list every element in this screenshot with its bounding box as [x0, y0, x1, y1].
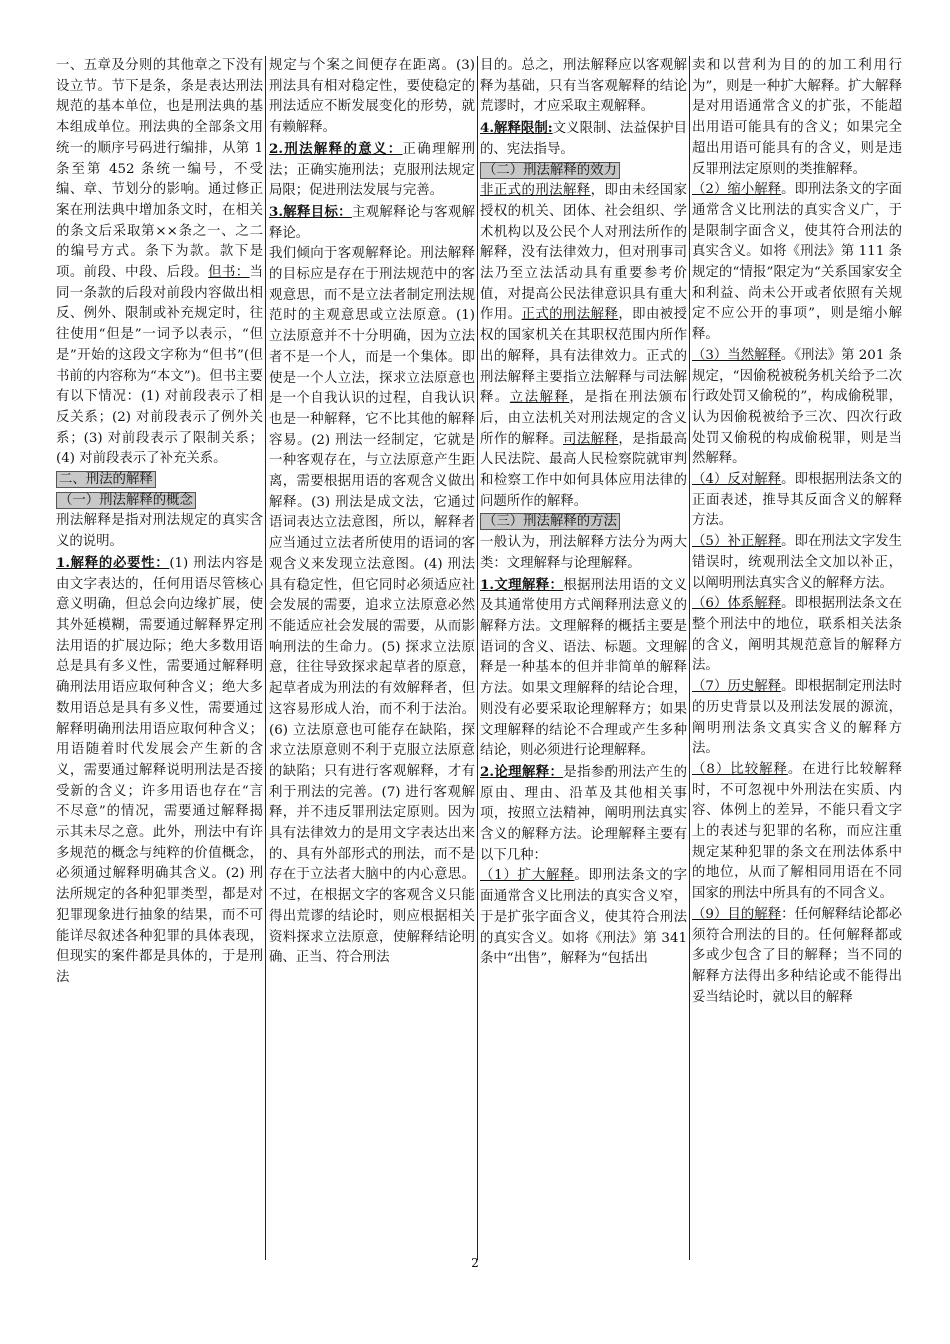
- point-heading: 1.文理解释：: [480, 576, 564, 593]
- text: 。即根据制定刑法时的历史背景以及刑法发展的源流，阐明刑法条文真实含义的解释方法。: [692, 679, 902, 757]
- term: 非正式的刑法解释: [480, 183, 591, 199]
- text: ，即由被授权的国家机关在其职权范围内所作出的解释，具有法律效力。正式的刑法解释主要指立法解释与司法解释。: [480, 307, 687, 406]
- point-heading: 1.解释的必要性：: [56, 554, 170, 571]
- column-divider: [689, 56, 690, 1260]
- paragraph: [692, 346, 902, 470]
- column-divider: [477, 56, 478, 1260]
- text: 。在进行比较解释时，不可忽视中外刑法在实质、内容、体例上的差异，不能只看文字上的表述与犯罪的名称，而应注重规定某种犯罪的条文在刑法体系中的地位，从而了解相同用语在不同国家的刑法中所具有的不同含义。: [692, 761, 902, 902]
- text-column-2: [269, 56, 475, 1260]
- paragraph: [269, 139, 475, 202]
- term: 司法解释: [562, 431, 619, 447]
- paragraph: 刑法解释是指对刑法规定的真实含义的说明。: [56, 513, 263, 550]
- paragraph: [480, 762, 687, 867]
- text-column-1: [56, 56, 263, 1260]
- column-divider: [265, 56, 266, 1260]
- paragraph: [692, 180, 902, 346]
- text: 主观解释论与客观解释论。: [269, 204, 475, 241]
- point-heading: 2.刑法解释的意义：: [269, 140, 403, 157]
- text-column-3: [480, 56, 687, 1260]
- paragraph: [480, 866, 687, 970]
- paragraph: 卖和以营利为目的的加工利用行为”，则是一种扩大解释。扩大解释是对用语通常含义的扩张，不能超出用语可能具有的含义；如果完全超出用语可能具有的含义，则是违反罪刑法定原则的类推解释。: [692, 58, 902, 177]
- page-number: 2: [471, 1256, 479, 1270]
- term: （7）历史解释: [692, 679, 782, 695]
- section-heading: 二、刑法的解释: [56, 471, 156, 488]
- text: 文义限制、法益保护目的、宪法指导。: [480, 121, 687, 157]
- term: 正式的刑法解释: [521, 307, 619, 323]
- point-heading: 3.解释目标：: [269, 203, 352, 220]
- term: （6）体系解释: [692, 596, 782, 612]
- term-but-clause: 但书：: [208, 265, 250, 281]
- text: 是指参酌刑法产生的原由、理由、沿革及其他相关事项，按照立法精神，阐明刑法真实含义的解释方法。论理解释主要有以下几种：: [480, 764, 687, 863]
- paragraph: [56, 553, 263, 989]
- subsection-heading: （二）刑法解释的效力: [480, 162, 620, 179]
- text: 当同一条款的后段对前段内容做出相反、例外、限制或补充规定时，往往使用“但是”一词予以表示，“但是”开始的这段文字称为“但书”(但书前的内容称为“本文”)。但书主要有以下情况：(1) 对前段表示了相反关系；(2) 对前段表示了例外关系；(3) 对前段表示了限制关系；(4) 对前段表示了补充关系。: [56, 265, 263, 467]
- paragraph: [692, 594, 902, 677]
- text: 根据刑法用语的文义及其通常使用方式阐释刑法意义的解释方法。文理解释的概括主要是语词的含义、语法、标题。文理解释是一种基本的但并非简单的解释方法。如果文理解释的结论合理，则没有必要采取论理解释方；如果文理解释的结论不合理或产生多种结论，则必须进行论理解释。: [480, 577, 687, 759]
- text: 一、五章及分则的其他章之下没有设立节。节下是条，条是表达刑法规范的基本单位，也是刑法典的基本组成单位。刑法典的全部条文用统一的顺序号码进行编排，从第 1 条至第 452 条统一编号，不受编、章、节划分的影响。通过修正案在刑法典中增加条文时，在相关的条文后采取第××条之一、之二的编号方式。条下为款。款下是项。前段、中段、后段。: [56, 58, 263, 281]
- paragraph: [692, 470, 902, 532]
- text: ：任何解释结论都必须符合刑法的目的。任何解释都或多或少包含了目的解释；当不同的解释方法得出多种结论或不能得出妥当结论时，就以目的解释: [692, 906, 902, 1005]
- text: ，即由未经国家授权的机关、团体、社会组织、学术机构以及公民个人对刑法所作的解释，没有法律效力，但对刑事司法乃至立法活动具有重要参考价值，对提高公民法律意识具有重大作用。: [480, 183, 687, 323]
- term: 立法解释: [509, 390, 570, 406]
- term: （9）目的解释: [692, 906, 782, 922]
- point-heading: 2.论理解释：: [480, 763, 564, 780]
- text: 。即刑法条文的字面通常含义比刑法的真实含义广，于是限制字面含义，使其符合刑法的真实含义。如将《刑法》第 111 条规定的“情报”限定为“关系国家安全和利益、尚未公开或者依照有关规定不应公开的事项”，则是缩小解释。: [692, 182, 902, 343]
- text: ，是指最高人民法院、最高人民检察院就审判和检察工作中如何具体应用法律的问题所作的解释。: [480, 431, 687, 509]
- document-page: [56, 56, 902, 1260]
- paragraph: [56, 56, 263, 470]
- paragraph: [692, 532, 902, 594]
- subsection-heading-paragraph: [480, 161, 687, 182]
- term: （3）当然解释: [692, 347, 781, 363]
- paragraph: [692, 677, 902, 760]
- point-heading: 4.解释限制:: [480, 120, 553, 137]
- paragraph: [480, 575, 687, 762]
- paragraph: 目的。总之，刑法解释应以客观解释为基础，只有当客观解释的结论荒谬时，才应采取主观解释。: [480, 58, 687, 115]
- term: （2）缩小解释: [692, 182, 782, 198]
- text: (1) 刑法内容是由文字表达的，任何用语尽管核心意义明确，但总会向边缘扩展，使其外延模糊，需要通过解释界定刑法用语的扩展边际；绝大多数用语总是具有多义性，需要通过解释明确刑法用语应取何种含义；绝大多数用语总是具有多义性，需要通过解释明确刑法用语应取何种含义；用语随着时代发展会产生新的含义，需要通过解释说明刑法是否接受新的含义；许多用语也存在“言不尽意”的情况，需要通过解释揭示其未尽之意。此外，刑法中有许多规范的概念与纯粹的价值概念，必须通过解释明确其含义。(2) 刑法所规定的各种犯罪类型，都是对犯罪现象进行抽象的结果，而不可能详尽叙述各种犯罪的具体表现，但现实的案件都是具体的，于是刑法: [56, 555, 263, 985]
- term: （5）补正解释: [692, 534, 782, 550]
- section-heading-paragraph: [56, 470, 263, 491]
- subsection-heading-paragraph: [56, 491, 263, 512]
- text: 。即根据刑法条文在整个刑法中的地位，联系相关法条的含义，阐明其规范意旨的解释方法。: [692, 596, 902, 674]
- term: （1）扩大解释: [480, 868, 575, 884]
- text: 。即根据刑法条文的正面表述，推导其反面含义的解释方法。: [692, 472, 902, 529]
- paragraph: 规定与个案之间便存在距离。(3) 刑法具有相对稳定性，要使稳定的刑法适应不断发展变化的形势，就有赖解释。: [269, 58, 475, 136]
- term: （8）比较解释: [692, 761, 788, 777]
- text: 正确理解刑法；正确实施刑法；克服刑法规定局限；促进刑法发展与完善。: [269, 141, 475, 199]
- text-column-4: [692, 56, 902, 1260]
- paragraph: [269, 202, 475, 244]
- text: 。即在刑法文字发生错误时，统观刑法全文加以补正，以阐明刑法真实含义的解释方法。: [692, 534, 902, 591]
- subsection-heading-paragraph: [480, 512, 687, 533]
- paragraph: [480, 181, 687, 512]
- paragraph: [692, 760, 902, 905]
- text: 。《刑法》第 201 条规定，“因偷税被税务机关给予二次行政处罚又偷税的”，构成偷税罪，认为因偷税被给予三次、四次行政处罚又偷税的构成偷税罪，则是当然解释。: [692, 347, 902, 467]
- paragraph: 我们倾向于客观解释论。刑法解释的目标应是存在于刑法规范中的客观意思，而不是立法者制定刑法规范时的主观意思或立法原意。(1) 立法原意并不十分明确，因为立法者不是一个人，而是一个集体。即使是一个人立法，探求立法原意也是一个自我认识的过程，自我认识也是一种解释，它不比其他的解释容易。(2) 刑法一经制定，它就是一种客观存在，与立法原意产生距离，需要根据用语的客观含义做出解释。(3) 刑法是成文法，它通过语词表达立法意图，所以，解释者应当通过立法者所使用的语词的客观含义来发现立法意图。(4) 刑法具有稳定性，但它同时必须适应社会发展的需要，追求立法原意必然不能适应社会发展的需要，从而影响刑法的生命力。(5) 探求立法原意，往往导致探求起草者的原意，起草者成为刑法的有效解释者，但这容易形成人治，而不利于法治。(6) 立法原意也可能存在缺陷，探求立法原意则不利于克服立法原意的缺陷；只有进行客观解释，才有利于刑法的完善。(7) 进行客观解释，并不违反罪刑法定原则。因为具有法律效力的是用文字表达出来的、具有外部形式的刑法，而不是存在于立法者大脑中的内心意思。不过，在根据文字的客观含义只能得出荒谬的结论时，则应根据相关资料探求立法原意，使解释结论明确、正当、符合刑法: [269, 246, 475, 966]
- subsection-heading: （三）刑法解释的方法: [480, 513, 620, 530]
- text: 。即刑法条文的字面通常含义比刑法的真实含义窄，于是扩张字面含义，使其符合刑法的真实含义。如将《刑法》第 341 条中“出售”，解释为“包括出: [480, 868, 687, 967]
- term: （4）反对解释: [692, 472, 782, 488]
- paragraph: [480, 118, 687, 160]
- paragraph: 一般认为，刑法解释方法分为两大类：文理解释与论理解释。: [480, 535, 687, 571]
- paragraph: [692, 905, 902, 1009]
- text: ，是指在刑法颁布后，由立法机关对刑法规定的含义所作的解释。: [480, 390, 687, 447]
- subsection-heading: （一）刑法解释的概念: [56, 492, 196, 509]
